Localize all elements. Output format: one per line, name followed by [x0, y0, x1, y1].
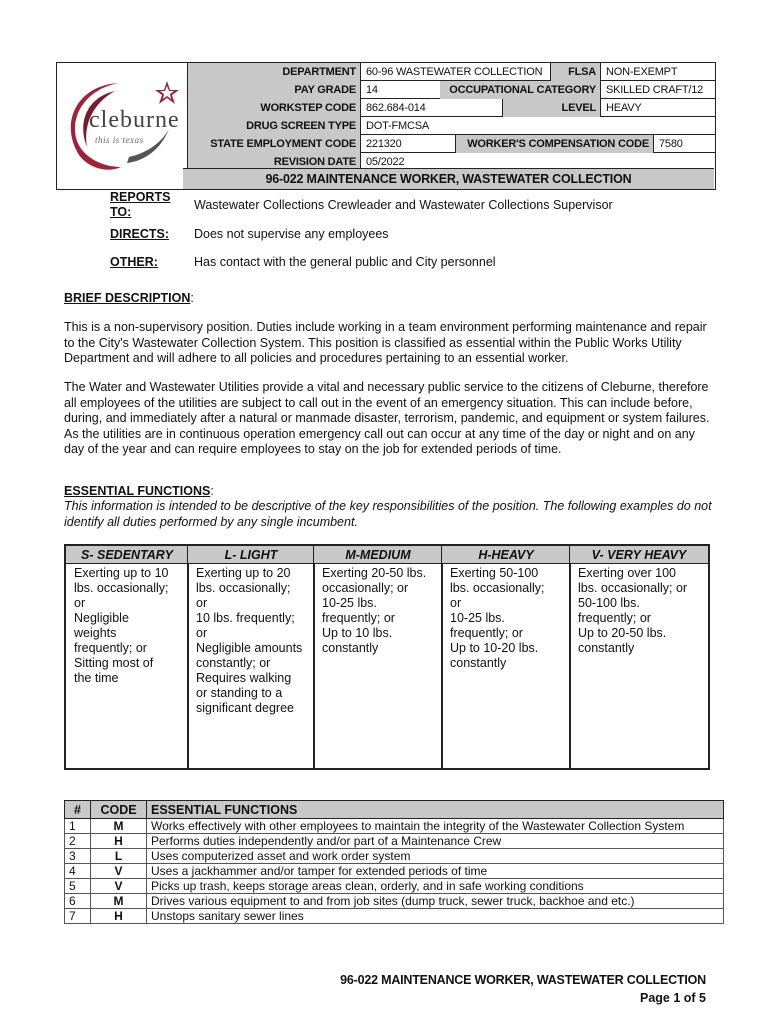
- level-description: Exerting over 100 lbs. occasionally; or 50-100 lbs. frequently; or Up to 20-50 lbs. constantly: [578, 566, 688, 655]
- pay-grade-label: PAY GRADE: [188, 81, 360, 99]
- table-row: [65, 849, 724, 864]
- header-row-state-employment: [188, 135, 715, 153]
- row-number: 6: [65, 894, 91, 909]
- table-row: [65, 819, 724, 834]
- column-header-code: CODE: [91, 801, 147, 819]
- logo-tagline: this is texas: [95, 135, 144, 145]
- level-header: L- LIGHT: [188, 546, 314, 564]
- row-function: Performs duties independently and/or part of a Maintenance Crew: [147, 834, 724, 849]
- state-employment-value: 221320: [360, 135, 455, 153]
- level-header: H-HEAVY: [442, 546, 570, 564]
- level-very-heavy: [570, 546, 708, 768]
- other-label: OTHER:: [110, 255, 158, 269]
- header-row-workstep: [188, 99, 715, 117]
- logo-wordmark: cleburne: [89, 107, 180, 133]
- footer-page-number: Page 1 of 5: [640, 991, 706, 1005]
- table-row: [65, 894, 724, 909]
- physical-levels-table: [64, 544, 710, 770]
- job-title: 96-022 MAINTENANCE WORKER, WASTEWATER COLLECTION: [183, 168, 714, 189]
- row-number: 3: [65, 849, 91, 864]
- occupational-category-label: OCCUPATIONAL CATEGORY: [440, 81, 600, 99]
- level-header: M-MEDIUM: [314, 546, 442, 564]
- level-sedentary: [66, 546, 188, 768]
- department-label: DEPARTMENT: [188, 63, 360, 81]
- header-row-department: [188, 63, 715, 81]
- header-row-drug-screen: [188, 117, 715, 135]
- level-label: LEVEL: [502, 99, 600, 117]
- brief-description-colon: :: [190, 291, 194, 305]
- row-number: 5: [65, 879, 91, 894]
- row-code: M: [91, 894, 147, 909]
- cleburne-logo: [57, 63, 188, 189]
- row-code: V: [91, 864, 147, 879]
- essential-functions-title: ESSENTIAL FUNCTIONS: [64, 484, 211, 498]
- essential-functions-heading: [64, 484, 214, 498]
- essential-functions-colon: :: [210, 484, 214, 498]
- level-description: Exerting 50-100 lbs. occasionally; or 10-25 lbs. frequently; or Up to 10-20 lbs. constantly: [450, 566, 545, 670]
- workstep-code-value: 862.684-014: [360, 99, 502, 117]
- level-value: HEAVY: [600, 99, 715, 117]
- table-row: [65, 834, 724, 849]
- workers-comp-value: 7580: [653, 135, 715, 153]
- row-code: V: [91, 879, 147, 894]
- row-function: Picks up trash, keeps storage areas clean, orderly, and in safe working conditions: [147, 879, 724, 894]
- reports-to-label-line1: REPORTS: [110, 190, 171, 204]
- row-function: Uses computerized asset and work order system: [147, 849, 724, 864]
- directs-label: DIRECTS:: [110, 227, 170, 241]
- row-number: 1: [65, 819, 91, 834]
- flsa-label: FLSA: [550, 63, 600, 81]
- row-function: Uses a jackhammer and/or tamper for extended periods of time: [147, 864, 724, 879]
- table-header-row: [65, 801, 724, 819]
- level-header: S- SEDENTARY: [66, 546, 188, 564]
- row-function: Unstops sanitary sewer lines: [147, 909, 724, 924]
- row-number: 7: [65, 909, 91, 924]
- reports-to-label-line2: TO:: [110, 205, 132, 219]
- row-code: H: [91, 834, 147, 849]
- brief-description-heading: [64, 291, 194, 305]
- brief-paragraph-1: This is a non-supervisory position. Duties include working in a team environment performing maintenance and repair to the City's Wastewater Collection System. This position is classified as essential within the Public Works Utility Department and will adhere to all policies and procedures pertaining to an essential worker.: [64, 320, 707, 365]
- flsa-value: NON-EXEMPT: [600, 63, 715, 81]
- essential-functions-table: [64, 800, 724, 924]
- workers-comp-label: WORKER'S COMPENSATION CODE: [455, 135, 653, 153]
- footer-job-title: 96-022 MAINTENANCE WORKER, WASTEWATER COLLECTION: [340, 973, 706, 987]
- row-function: Works effectively with other employees to maintain the integrity of the Wastewater Collection System: [147, 819, 724, 834]
- level-medium: [314, 546, 442, 768]
- level-header: V- VERY HEAVY: [570, 546, 708, 564]
- table-row: [65, 879, 724, 894]
- state-employment-label: STATE EMPLOYMENT CODE: [188, 135, 360, 153]
- brief-description-title: BRIEF DESCRIPTION: [64, 291, 191, 305]
- level-description: Exerting 20-50 lbs. occasionally; or 10-25 lbs. frequently; or Up to 10 lbs. constantly: [322, 566, 427, 655]
- level-description: Exerting up to 10 lbs. occasionally; or Negligible weights frequently; or Sitting most of the time: [74, 566, 169, 685]
- workstep-code-label: WORKSTEP CODE: [188, 99, 360, 117]
- functions-table-body: [65, 819, 724, 924]
- row-number: 2: [65, 834, 91, 849]
- other-value: Has contact with the general public and City personnel: [194, 255, 496, 269]
- row-code: H: [91, 909, 147, 924]
- drug-screen-value: DOT-FMCSA: [360, 117, 715, 135]
- brief-paragraph-2: The Water and Wastewater Utilities provide a vital and necessary public service to the citizens of Cleburne, therefore all employees of the utilities are subject to call out in the event of an emergency situation. This can include before, during, and immediately after a natural or manmade disaster, terrorism, pandemic, and equipment or system failures. As the utilities are in continuous operation emergency call out can occur at any time of the day or night and on any day of the year and can require employees to stay on the job for extended periods of time.: [64, 380, 710, 456]
- directs-value: Does not supervise any employees: [194, 227, 389, 241]
- table-row: [65, 909, 724, 924]
- level-description: Exerting up to 20 lbs. occasionally; or 10 lbs. frequently; or Negligible amounts constantly; or Requires walking or standing to a significant degree: [196, 566, 303, 715]
- table-row: [65, 864, 724, 879]
- level-light: [188, 546, 314, 768]
- header-row-pay-grade: [188, 81, 715, 99]
- pay-grade-value: 14: [360, 81, 440, 99]
- row-number: 4: [65, 864, 91, 879]
- revision-date-label: REVISION DATE: [188, 153, 360, 171]
- essential-functions-note: This information is intended to be descriptive of the key responsibilities of the position. The following examples do not identify all duties performed by any single incumbent.: [64, 499, 712, 529]
- reports-to-value: Wastewater Collections Crewleader and Wastewater Collections Supervisor: [194, 198, 613, 212]
- row-code: M: [91, 819, 147, 834]
- revision-date-value: 05/2022: [360, 153, 455, 171]
- row-function: Drives various equipment to and from job sites (dump truck, sewer truck, backhoe and etc.): [147, 894, 724, 909]
- column-header-function: ESSENTIAL FUNCTIONS: [147, 801, 724, 819]
- occupational-category-value: SKILLED CRAFT/12: [600, 81, 715, 99]
- row-code: L: [91, 849, 147, 864]
- level-heavy: [442, 546, 570, 768]
- column-header-number: #: [65, 801, 91, 819]
- department-value: 60-96 WASTEWATER COLLECTION: [360, 63, 550, 81]
- drug-screen-label: DRUG SCREEN TYPE: [188, 117, 360, 135]
